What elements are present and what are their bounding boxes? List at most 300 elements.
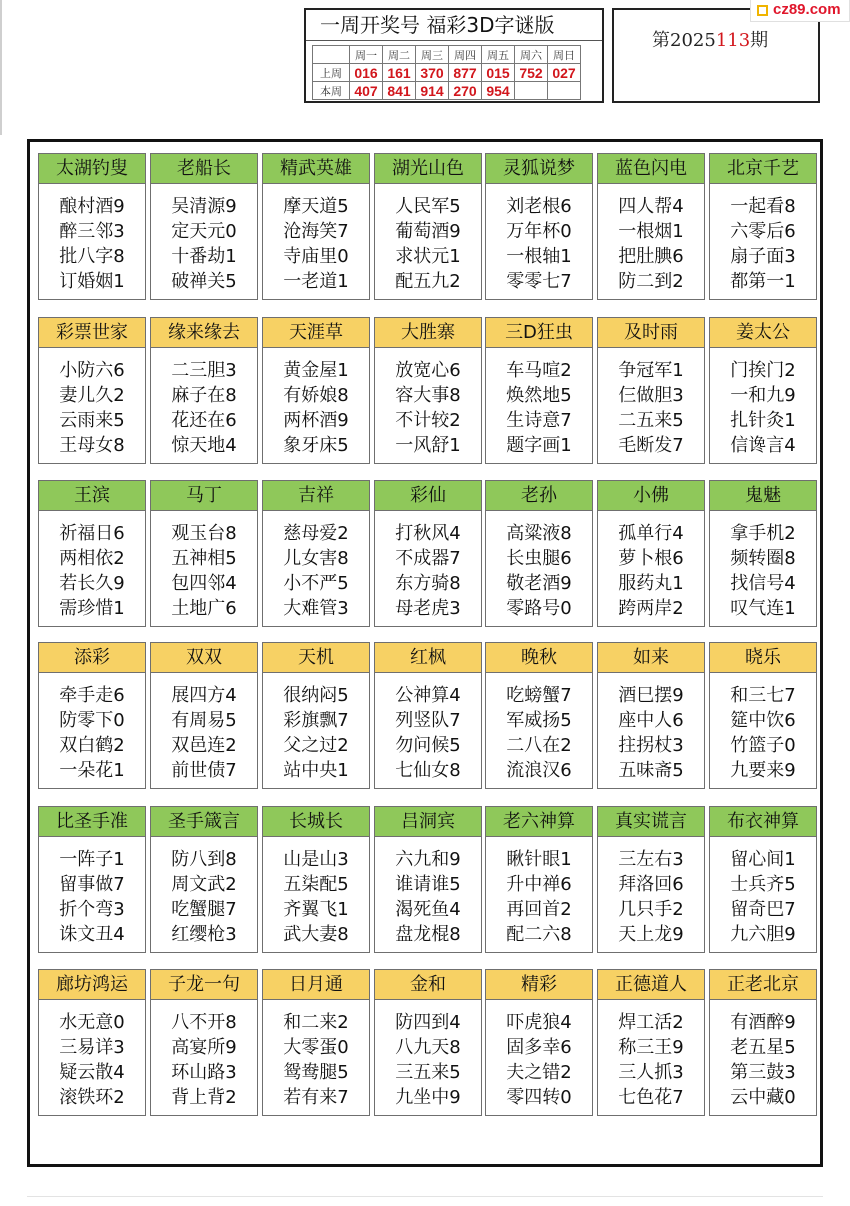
puzzle-line: 勿问候5: [395, 735, 461, 756]
puzzle-line: 批八字8: [59, 246, 125, 267]
puzzle-line: 订婚姻1: [59, 271, 125, 292]
puzzle-line: 儿女害8: [283, 548, 349, 569]
puzzle-line: 前世债7: [171, 760, 237, 781]
puzzle-line: 找信号4: [730, 573, 796, 594]
puzzle-card: [150, 153, 258, 300]
puzzle-line: 叹气连1: [730, 598, 796, 619]
puzzle-author: 缘来缘去: [151, 318, 257, 348]
puzzle-lines: [39, 358, 145, 458]
puzzle-line: 寺庙里0: [283, 246, 349, 267]
puzzle-line: 生诗意7: [506, 410, 572, 431]
puzzle-line: 固多幸6: [506, 1037, 572, 1058]
puzzle-line: 站中央1: [283, 760, 349, 781]
puzzle-card: [38, 317, 146, 464]
puzzle-line: 背上背2: [171, 1087, 237, 1108]
puzzle-line: 慈母爱2: [283, 523, 349, 544]
puzzle-line: 题字画1: [506, 435, 572, 456]
weekly-draw-table: [312, 45, 581, 100]
puzzle-author: 日月通: [263, 970, 369, 1000]
draw-number: 016: [350, 64, 383, 82]
puzzle-lines: [598, 683, 704, 783]
puzzle-card: [597, 642, 705, 789]
puzzle-card: [597, 480, 705, 627]
puzzle-author: 太湖钓叟: [39, 154, 145, 184]
puzzle-line: 二三胆3: [171, 360, 237, 381]
puzzle-lines: [710, 194, 816, 294]
puzzle-line: 仨做胆3: [618, 385, 684, 406]
puzzle-line: 零零七7: [506, 271, 572, 292]
puzzle-author: 老船长: [151, 154, 257, 184]
puzzle-line: 三左右3: [618, 849, 684, 870]
puzzle-line: 六九和9: [395, 849, 461, 870]
puzzle-line: 不计较2: [395, 410, 461, 431]
puzzle-line: 八不开8: [171, 1012, 237, 1033]
puzzle-line: 筵中饮6: [730, 710, 796, 731]
puzzle-author: 比圣手准: [39, 807, 145, 837]
puzzle-line: 长虫腿6: [506, 548, 572, 569]
puzzle-line: 有酒醉9: [730, 1012, 796, 1033]
puzzle-card: [709, 642, 817, 789]
puzzle-line: 包四邻4: [171, 573, 237, 594]
puzzle-line: 齐翼飞1: [283, 899, 349, 920]
puzzle-author: 老六神算: [486, 807, 592, 837]
draw-number: 914: [416, 82, 449, 100]
puzzle-line: 放宽心6: [395, 360, 461, 381]
row-label: 上周: [313, 64, 350, 82]
puzzle-line: 酿村酒9: [59, 196, 125, 217]
puzzle-author: 正德道人: [598, 970, 704, 1000]
puzzle-lines: [710, 358, 816, 458]
puzzle-line: 天上龙9: [618, 924, 684, 945]
issue-prefix: 第2025: [652, 30, 716, 51]
issue-suffix: 期: [750, 30, 769, 51]
puzzle-line: 九坐中9: [395, 1087, 461, 1108]
puzzle-line: 观玉台8: [171, 523, 237, 544]
puzzle-line: 九六胆9: [730, 924, 796, 945]
puzzle-card: [709, 317, 817, 464]
puzzle-line: 疑云散4: [59, 1062, 125, 1083]
puzzle-author: 正老北京: [710, 970, 816, 1000]
puzzle-author: 及时雨: [598, 318, 704, 348]
puzzle-line: 水无意0: [59, 1012, 125, 1033]
puzzle-author: 布衣神算: [710, 807, 816, 837]
puzzle-line: 折个弯3: [59, 899, 125, 920]
puzzle-author: 圣手箴言: [151, 807, 257, 837]
logo-text: cz89.com: [773, 1, 841, 18]
puzzle-line: 称三王9: [618, 1037, 684, 1058]
puzzle-lines: [486, 358, 592, 458]
draw-number: 270: [449, 82, 482, 100]
puzzle-author: 北京千艺: [710, 154, 816, 184]
puzzle-line: 红缨枪3: [171, 924, 237, 945]
puzzle-card: [150, 642, 258, 789]
puzzle-line: 五味斋5: [618, 760, 684, 781]
weekly-draw-panel: [304, 8, 604, 103]
puzzle-line: 双邑连2: [171, 735, 237, 756]
puzzle-line: 争冠军1: [618, 360, 684, 381]
puzzle-line: 二八在2: [506, 735, 572, 756]
puzzle-line: 配二六8: [506, 924, 572, 945]
puzzle-line: 配五九2: [395, 271, 461, 292]
puzzle-line: 毛断发7: [618, 435, 684, 456]
puzzle-author: 子龙一句: [151, 970, 257, 1000]
puzzle-author: 如来: [598, 643, 704, 673]
site-logo[interactable]: [750, 0, 850, 22]
puzzle-line: 四人帮4: [618, 196, 684, 217]
puzzle-lines: [39, 194, 145, 294]
draw-number: [515, 82, 548, 100]
puzzle-lines: [151, 847, 257, 947]
puzzle-line: 车马喧2: [506, 360, 572, 381]
puzzle-line: 瞅针眼1: [506, 849, 572, 870]
puzzle-lines: [263, 358, 369, 458]
puzzle-line: 定天元0: [171, 221, 237, 242]
puzzle-line: 小防六6: [59, 360, 125, 381]
puzzle-line: 七仙女8: [395, 760, 461, 781]
weekday-cell: 周一: [350, 46, 383, 64]
puzzle-card: [262, 642, 370, 789]
puzzle-line: 扇子面3: [730, 246, 796, 267]
puzzle-card: [38, 642, 146, 789]
puzzle-card: [374, 642, 482, 789]
puzzle-line: 土地广6: [171, 598, 237, 619]
puzzle-author: 天机: [263, 643, 369, 673]
puzzle-author: 添彩: [39, 643, 145, 673]
puzzle-line: 黄金屋1: [283, 360, 349, 381]
puzzle-line: 花还在6: [171, 410, 237, 431]
puzzle-author: 鬼魅: [710, 481, 816, 511]
puzzle-line: 东方骑8: [395, 573, 461, 594]
puzzle-line: 沧海笑7: [283, 221, 349, 242]
puzzle-card: [597, 806, 705, 953]
puzzle-lines: [710, 847, 816, 947]
puzzle-line: 都第一1: [730, 271, 796, 292]
puzzle-line: 三易详3: [59, 1037, 125, 1058]
puzzle-card: [485, 806, 593, 953]
puzzle-lines: [710, 1010, 816, 1110]
puzzle-card: [150, 806, 258, 953]
puzzle-lines: [375, 521, 481, 621]
puzzle-lines: [39, 847, 145, 947]
puzzle-lines: [39, 1010, 145, 1110]
puzzle-line: 山是山3: [283, 849, 349, 870]
puzzle-card: [374, 480, 482, 627]
puzzle-line: 流浪汉6: [506, 760, 572, 781]
puzzle-author: 晚秋: [486, 643, 592, 673]
puzzle-line: 拿手机2: [730, 523, 796, 544]
puzzle-line: 敬老酒9: [506, 573, 572, 594]
puzzle-line: 留事做7: [59, 874, 125, 895]
puzzle-line: 需珍惜1: [59, 598, 125, 619]
puzzle-card: [150, 480, 258, 627]
puzzle-lines: [486, 521, 592, 621]
draw-number: [548, 82, 581, 100]
puzzle-card: [262, 969, 370, 1116]
puzzle-line: 拄拐杖3: [618, 735, 684, 756]
draw-number: 877: [449, 64, 482, 82]
puzzle-line: 王母女8: [59, 435, 125, 456]
puzzle-lines: [375, 194, 481, 294]
puzzle-author: 金和: [375, 970, 481, 1000]
puzzle-line: 若有来7: [283, 1087, 349, 1108]
puzzle-card: [38, 806, 146, 953]
puzzle-card: [597, 969, 705, 1116]
weekday-cell: 周四: [449, 46, 482, 64]
puzzle-line: 吃蟹腿7: [171, 899, 237, 920]
puzzle-line: 焊工活2: [618, 1012, 684, 1033]
puzzle-line: 象牙床5: [283, 435, 349, 456]
puzzle-line: 防四到4: [395, 1012, 461, 1033]
puzzle-line: 吓虎狼4: [506, 1012, 572, 1033]
left-edge-rule: [0, 0, 2, 135]
puzzle-line: 零路号0: [506, 598, 572, 619]
puzzle-line: 门挨门2: [730, 360, 796, 381]
puzzle-line: 几只手2: [618, 899, 684, 920]
puzzle-line: 和三七7: [730, 685, 796, 706]
puzzle-lines: [375, 847, 481, 947]
puzzle-line: 环山路3: [171, 1062, 237, 1083]
puzzle-card: [374, 153, 482, 300]
puzzle-line: 频转圈8: [730, 548, 796, 569]
puzzle-line: 座中人6: [618, 710, 684, 731]
puzzle-lines: [486, 683, 592, 783]
puzzle-author: 小佛: [598, 481, 704, 511]
puzzle-line: 和二来2: [283, 1012, 349, 1033]
puzzle-lines: [710, 683, 816, 783]
weekday-cell: 周二: [383, 46, 416, 64]
puzzle-line: 武大妻8: [283, 924, 349, 945]
puzzle-line: 一和九9: [730, 385, 796, 406]
puzzle-card: [262, 480, 370, 627]
weekday-cell: 周三: [416, 46, 449, 64]
puzzle-line: 打秋风4: [395, 523, 461, 544]
puzzle-line: 一阵子1: [59, 849, 125, 870]
puzzle-author: 老孙: [486, 481, 592, 511]
puzzle-card: [709, 806, 817, 953]
puzzle-line: 破禅关5: [171, 271, 237, 292]
puzzle-line: 云雨来5: [59, 410, 125, 431]
puzzle-line: 酒巳摆9: [618, 685, 684, 706]
puzzle-lines: [263, 683, 369, 783]
puzzle-card: [262, 153, 370, 300]
puzzle-line: 零四转0: [506, 1087, 572, 1108]
puzzle-line: 小不严5: [283, 573, 349, 594]
puzzle-line: 牵手走6: [59, 685, 125, 706]
puzzle-line: 滚铁环2: [59, 1087, 125, 1108]
puzzle-line: 夫之错2: [506, 1062, 572, 1083]
puzzle-line: 有周易5: [171, 710, 237, 731]
puzzle-line: 葡萄酒9: [395, 221, 461, 242]
puzzle-line: 一老道1: [283, 271, 349, 292]
puzzle-line: 升中禅6: [506, 874, 572, 895]
puzzle-card: [709, 153, 817, 300]
puzzle-line: 刘老根6: [506, 196, 572, 217]
puzzle-author: 精武英雄: [263, 154, 369, 184]
puzzle-line: 大零蛋0: [283, 1037, 349, 1058]
puzzle-line: 竹篮子0: [730, 735, 796, 756]
puzzle-line: 渴死鱼4: [395, 899, 461, 920]
puzzle-author: 彩票世家: [39, 318, 145, 348]
puzzle-author: 大胜寨: [375, 318, 481, 348]
puzzle-author: 蓝色闪电: [598, 154, 704, 184]
puzzle-line: 高粱液8: [506, 523, 572, 544]
draw-number: 015: [482, 64, 515, 82]
puzzle-card: [150, 317, 258, 464]
row-label: 本周: [313, 82, 350, 100]
puzzle-lines: [151, 358, 257, 458]
puzzle-card: [374, 317, 482, 464]
puzzle-line: 拜洛回6: [618, 874, 684, 895]
puzzle-author: 王滨: [39, 481, 145, 511]
last-week-row: [313, 64, 581, 82]
puzzle-card: [374, 806, 482, 953]
puzzle-author: 真实谎言: [598, 807, 704, 837]
puzzle-lines: [486, 847, 592, 947]
footer-rule: [27, 1196, 823, 1197]
puzzle-line: 十番劫1: [171, 246, 237, 267]
puzzle-line: 八九天8: [395, 1037, 461, 1058]
puzzle-line: 信谗言4: [730, 435, 796, 456]
weekday-cell: 周五: [482, 46, 515, 64]
puzzle-author: 双双: [151, 643, 257, 673]
puzzle-line: 吃螃蟹7: [506, 685, 572, 706]
puzzle-card: [262, 317, 370, 464]
puzzle-line: 摩天道5: [283, 196, 349, 217]
puzzle-card: [485, 480, 593, 627]
puzzle-author: 吕洞宾: [375, 807, 481, 837]
issue-code: 113: [715, 30, 751, 51]
puzzle-lines: [375, 1010, 481, 1110]
puzzle-line: 惊天地4: [171, 435, 237, 456]
puzzle-line: 容大事8: [395, 385, 461, 406]
puzzle-line: 妻儿久2: [59, 385, 125, 406]
puzzle-lines: [486, 1010, 592, 1110]
weekday-cell: 周日: [548, 46, 581, 64]
puzzle-line: 很纳闷5: [283, 685, 349, 706]
puzzle-line: 双白鹤2: [59, 735, 125, 756]
puzzle-author: 长城长: [263, 807, 369, 837]
puzzle-lines: [486, 194, 592, 294]
draw-number: 161: [383, 64, 416, 82]
puzzle-card: [709, 969, 817, 1116]
puzzle-lines: [151, 1010, 257, 1110]
puzzle-line: 求状元1: [395, 246, 461, 267]
puzzle-board: [27, 139, 823, 1167]
puzzle-line: 高宴所9: [171, 1037, 237, 1058]
puzzle-line: 一根烟1: [618, 221, 684, 242]
puzzle-line: 焕然地5: [506, 385, 572, 406]
puzzle-lines: [39, 521, 145, 621]
puzzle-line: 公神算4: [395, 685, 461, 706]
puzzle-line: 孤单行4: [618, 523, 684, 544]
puzzle-lines: [598, 521, 704, 621]
puzzle-line: 展四方4: [171, 685, 237, 706]
puzzle-card: [262, 806, 370, 953]
puzzle-line: 第三鼓3: [730, 1062, 796, 1083]
puzzle-line: 服药丸1: [618, 573, 684, 594]
puzzle-card: [150, 969, 258, 1116]
puzzle-line: 七色花7: [618, 1087, 684, 1108]
puzzle-line: 六零后6: [730, 221, 796, 242]
puzzle-line: 防零下0: [59, 710, 125, 731]
puzzle-line: 父之过2: [283, 735, 349, 756]
puzzle-author: 精彩: [486, 970, 592, 1000]
puzzle-author: 姜太公: [710, 318, 816, 348]
puzzle-line: 万年杯0: [506, 221, 572, 242]
puzzle-line: 母老虎3: [395, 598, 461, 619]
puzzle-card: [374, 969, 482, 1116]
puzzle-author: 红枫: [375, 643, 481, 673]
puzzle-line: 再回首2: [506, 899, 572, 920]
puzzle-card: [485, 317, 593, 464]
weekday-cell: 周六: [515, 46, 548, 64]
puzzle-card: [485, 969, 593, 1116]
puzzle-lines: [598, 847, 704, 947]
draw-number: 841: [383, 82, 416, 100]
puzzle-line: 祈福日6: [59, 523, 125, 544]
puzzle-line: 醉三邻3: [59, 221, 125, 242]
puzzle-author: 晓乐: [710, 643, 816, 673]
puzzle-line: 扎针灸1: [730, 410, 796, 431]
puzzle-line: 留奇巴7: [730, 899, 796, 920]
puzzle-line: 军威扬5: [506, 710, 572, 731]
puzzle-lines: [263, 521, 369, 621]
puzzle-lines: [39, 683, 145, 783]
puzzle-line: 两杯酒9: [283, 410, 349, 431]
puzzle-lines: [263, 847, 369, 947]
puzzle-card: [38, 969, 146, 1116]
puzzle-lines: [598, 1010, 704, 1110]
corner-cell: [313, 46, 350, 64]
puzzle-line: 五柒配5: [283, 874, 349, 895]
weekday-row: [313, 46, 581, 64]
panel-title: 一周开奖号 福彩3D字谜版: [306, 10, 602, 41]
puzzle-lines: [598, 194, 704, 294]
puzzle-card: [485, 642, 593, 789]
puzzle-line: 士兵齐5: [730, 874, 796, 895]
puzzle-lines: [375, 683, 481, 783]
puzzle-line: 一风舒1: [395, 435, 461, 456]
draw-number: 954: [482, 82, 515, 100]
puzzle-line: 彩旗飘7: [283, 710, 349, 731]
puzzle-line: 二五来5: [618, 410, 684, 431]
draw-number: 370: [416, 64, 449, 82]
puzzle-line: 云中藏0: [730, 1087, 796, 1108]
puzzle-line: 三人抓3: [618, 1062, 684, 1083]
puzzle-author: 灵狐说梦: [486, 154, 592, 184]
puzzle-author: 三D狂虫: [486, 318, 592, 348]
puzzle-line: 三五来5: [395, 1062, 461, 1083]
puzzle-line: 把肚腆6: [618, 246, 684, 267]
puzzle-line: 一起看8: [730, 196, 796, 217]
puzzle-author: 吉祥: [263, 481, 369, 511]
puzzle-line: 两相依2: [59, 548, 125, 569]
puzzle-author: 湖光山色: [375, 154, 481, 184]
draw-number: 407: [350, 82, 383, 100]
puzzle-lines: [151, 194, 257, 294]
issue-panel: [612, 8, 820, 103]
puzzle-line: 一朵花1: [59, 760, 125, 781]
puzzle-line: 吴清源9: [171, 196, 237, 217]
puzzle-line: 人民军5: [395, 196, 461, 217]
puzzle-author: 天涯草: [263, 318, 369, 348]
puzzle-lines: [263, 194, 369, 294]
issue-number: [652, 26, 768, 52]
puzzle-lines: [710, 521, 816, 621]
puzzle-line: 五神相5: [171, 548, 237, 569]
puzzle-line: 列竖队7: [395, 710, 461, 731]
puzzle-card: [38, 153, 146, 300]
